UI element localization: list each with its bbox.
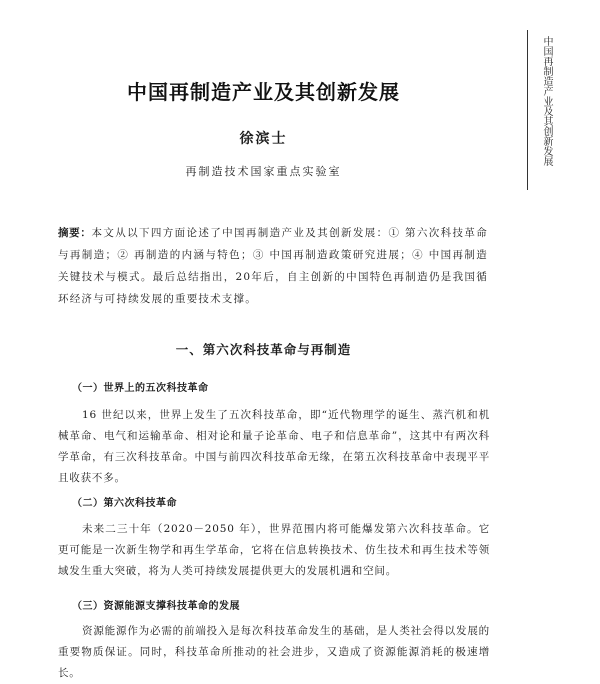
paragraph-1: 16 世纪以来，世界上发生了五次科技革命，即“近代物理学的诞生、蒸汽机和机械革命、电气和运输革命、相对论和量子论革命、电子和信息革命”，这其中有两次科学革命，有三次科技革命。中国与前四次科技革命无缘，在第五次科技革命中表现平平且收获不多。	[58, 409, 490, 484]
paper-title: 中国再制造产业及其创新发展	[127, 80, 400, 104]
author-name: 徐滨士	[239, 131, 288, 147]
paragraph-2: 未来二三十年（2020－2050 年），世界范围内将可能爆发第六次科技革命。它更可能是一次新生物学和再生学革命，它将在信息转换技术、仿生技术和再生技术等领域发生重大突破，将为人类可持续发展提供更大的发展机遇和空间。	[58, 523, 490, 577]
side-rule	[527, 30, 528, 190]
section-heading: 一、第六次科技革命与再制造	[175, 342, 352, 357]
subsection-heading-1: （一）世界上的五次科技革命	[72, 383, 209, 394]
abstract-label: 摘要：	[58, 227, 92, 239]
running-title-vertical: 中国再制造产业及其创新发展	[541, 36, 552, 166]
paragraph-3: 资源能源作为必需的前端投入是每次科技革命发生的基础，是人类社会得以发展的重要物质保证。同时，科技革命所推动的社会进步，又造成了资源能源消耗的极速增长。	[58, 625, 490, 679]
abstract	[58, 222, 488, 310]
author-affiliation: 再制造技术国家重点实验室	[185, 165, 342, 178]
subsection-heading-2: （二）第六次科技革命	[72, 498, 177, 509]
subsection-heading-3: （三）资源能源支撑科技革命的发展	[72, 601, 240, 612]
abstract-text: 本文从以下四方面论述了中国再制造产业及其创新发展：① 第六次科技革命与再制造；② 再制造的内涵与特色；③ 中国再制造政策研究进展；④ 中国再制造关键技术与模式。最后总结指出，20年后，自主创新的中国特色再制造仍是我国循环经济与可持续发展的重要技术支撑。	[58, 227, 488, 305]
